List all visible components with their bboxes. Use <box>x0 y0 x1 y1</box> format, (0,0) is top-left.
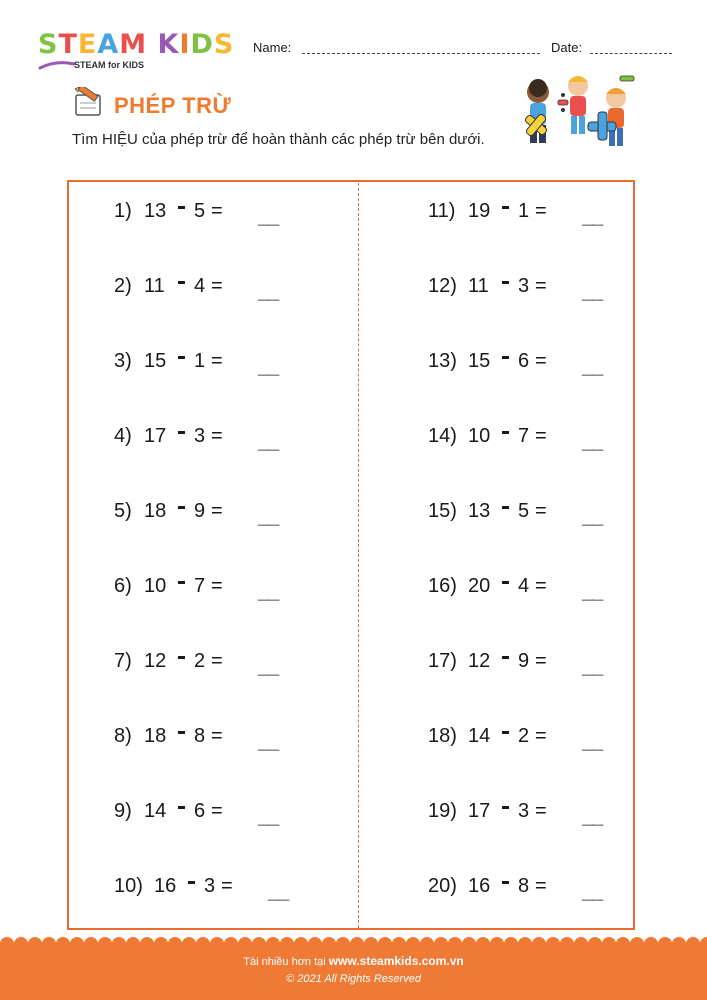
equals-sign: = <box>535 575 547 597</box>
minuend: 13 <box>144 200 167 222</box>
minuend: 17 <box>468 800 491 822</box>
answer-blank[interactable]: __ <box>258 581 279 603</box>
problem-number: 18) <box>428 725 457 747</box>
answer-blank[interactable]: __ <box>582 431 603 453</box>
minuend: 15 <box>468 350 491 372</box>
minus-sign <box>188 881 195 884</box>
problem-number: 20) <box>428 875 457 897</box>
problem-number: 16) <box>428 575 457 597</box>
answer-blank[interactable]: __ <box>258 281 279 303</box>
footer-copyright: © 2021 All Rights Reserved <box>286 973 421 985</box>
problem-number: 17) <box>428 650 457 672</box>
instruction-text: Tìm HIỆU của phép trừ để hoàn thành các phép trừ bên dưới. <box>72 131 485 148</box>
logo-wordmark <box>38 30 234 60</box>
equals-sign: = <box>221 875 233 897</box>
logo-letter: A <box>97 29 120 60</box>
equals-sign: = <box>535 500 547 522</box>
answer-blank[interactable]: __ <box>258 731 279 753</box>
problem-number: 10) <box>114 875 143 897</box>
minuend: 10 <box>144 575 167 597</box>
minuend: 12 <box>144 650 167 672</box>
logo-letter: S <box>213 29 235 60</box>
answer-blank[interactable]: __ <box>582 881 603 903</box>
logo-letter: D <box>190 29 214 60</box>
minus-sign <box>502 356 509 359</box>
equals-sign: = <box>535 800 547 822</box>
problem-number: 7) <box>114 650 132 672</box>
minus-sign <box>502 881 509 884</box>
equals-sign: = <box>211 800 223 822</box>
logo-letter: K <box>157 29 180 60</box>
minuend: 12 <box>468 650 491 672</box>
problem-number: 1) <box>114 200 132 222</box>
minuend: 18 <box>144 725 167 747</box>
logo-letter: T <box>58 29 78 60</box>
subtrahend: 1 <box>194 350 206 372</box>
subtrahend: 4 <box>518 575 530 597</box>
subtrahend: 2 <box>518 725 530 747</box>
subtrahend: 8 <box>518 875 530 897</box>
minus-sign <box>502 206 509 209</box>
minus-sign <box>178 656 185 659</box>
minuend: 19 <box>468 200 491 222</box>
subtrahend: 5 <box>194 200 206 222</box>
equals-sign: = <box>535 350 547 372</box>
minus-sign <box>502 506 509 509</box>
answer-blank[interactable]: __ <box>258 806 279 828</box>
footer-website-line <box>0 954 707 968</box>
steam-kids-logo <box>38 30 238 74</box>
minus-sign <box>178 731 185 734</box>
name-input-line[interactable] <box>302 53 540 54</box>
minuend: 13 <box>468 500 491 522</box>
equals-sign: = <box>211 725 223 747</box>
minuend: 10 <box>468 425 491 447</box>
problem-number: 15) <box>428 500 457 522</box>
answer-blank[interactable]: __ <box>582 281 603 303</box>
problem-number: 6) <box>114 575 132 597</box>
subtrahend: 1 <box>518 200 530 222</box>
problem-number: 4) <box>114 425 132 447</box>
minus-sign <box>502 431 509 434</box>
minuend: 15 <box>144 350 167 372</box>
problem-number: 3) <box>114 350 132 372</box>
problem-number: 13) <box>428 350 457 372</box>
logo-letter: S <box>38 29 59 60</box>
minus-sign <box>178 206 185 209</box>
date-input-line[interactable] <box>590 53 672 54</box>
subtrahend: 2 <box>194 650 206 672</box>
date-label: Date: <box>551 40 583 55</box>
page-title: PHÉP TRỪ <box>114 93 232 118</box>
subtrahend: 9 <box>194 500 206 522</box>
logo-subtitle: STEAM for KIDS <box>74 60 145 70</box>
footer-bar <box>0 942 707 1000</box>
subtrahend: 5 <box>518 500 530 522</box>
problem-number: 11) <box>428 200 456 222</box>
minus-sign <box>178 356 185 359</box>
equals-sign: = <box>211 500 223 522</box>
name-label: Name: <box>253 40 292 55</box>
equals-sign: = <box>535 425 547 447</box>
minus-sign <box>178 431 185 434</box>
minus-sign <box>502 656 509 659</box>
answer-blank[interactable]: __ <box>258 431 279 453</box>
subtrahend: 4 <box>194 275 206 297</box>
subtrahend: 8 <box>194 725 206 747</box>
answer-blank[interactable]: __ <box>582 506 603 528</box>
equals-sign: = <box>535 725 547 747</box>
logo-letter <box>147 30 157 60</box>
equals-sign: = <box>535 650 547 672</box>
problem-number: 8) <box>114 725 132 747</box>
minus-sign <box>178 581 185 584</box>
answer-blank[interactable]: __ <box>258 656 279 678</box>
minuend: 11 <box>468 275 489 297</box>
answer-blank[interactable]: __ <box>582 731 603 753</box>
problem-number: 12) <box>428 275 457 297</box>
answer-blank[interactable]: __ <box>582 356 603 378</box>
equals-sign: = <box>535 275 547 297</box>
minuend: 18 <box>144 500 167 522</box>
minus-sign <box>502 731 509 734</box>
subtrahend: 3 <box>518 275 530 297</box>
column-divider <box>358 183 359 928</box>
equals-sign: = <box>211 650 223 672</box>
problem-number: 19) <box>428 800 457 822</box>
minuend: 16 <box>154 875 177 897</box>
problem-number: 2) <box>114 275 132 297</box>
equals-sign: = <box>211 275 223 297</box>
subtrahend: 3 <box>518 800 530 822</box>
answer-blank[interactable]: __ <box>258 206 279 228</box>
logo-letter: E <box>77 29 98 60</box>
footer-website-link[interactable]: www.steamkids.com.vn <box>328 954 464 968</box>
answer-blank[interactable]: __ <box>258 356 279 378</box>
equals-sign: = <box>211 350 223 372</box>
equals-sign: = <box>211 425 223 447</box>
logo-letter: I <box>179 29 191 60</box>
subtrahend: 3 <box>194 425 206 447</box>
answer-blank[interactable]: __ <box>582 656 603 678</box>
minuend: 11 <box>144 275 165 297</box>
minus-sign <box>178 281 185 284</box>
logo-swoosh-icon <box>38 58 78 72</box>
minuend: 20 <box>468 575 491 597</box>
minus-sign <box>502 806 509 809</box>
minus-sign <box>502 581 509 584</box>
subtrahend: 6 <box>194 800 206 822</box>
answer-blank[interactable]: __ <box>582 806 603 828</box>
problem-number: 14) <box>428 425 457 447</box>
minuend: 17 <box>144 425 167 447</box>
equals-sign: = <box>535 200 547 222</box>
problem-number: 9) <box>114 800 132 822</box>
equals-sign: = <box>211 575 223 597</box>
answer-blank[interactable]: __ <box>258 506 279 528</box>
footer-prefix: Tài nhiều hơn tại <box>243 956 326 968</box>
equals-sign: = <box>535 875 547 897</box>
problem-number: 5) <box>114 500 132 522</box>
subtrahend: 7 <box>518 425 530 447</box>
minus-sign <box>178 506 185 509</box>
minuend: 14 <box>468 725 491 747</box>
subtrahend: 3 <box>204 875 216 897</box>
minuend: 16 <box>468 875 491 897</box>
answer-blank[interactable]: __ <box>268 881 289 903</box>
minus-sign <box>502 281 509 284</box>
pencil-paper-icon <box>72 87 106 119</box>
equals-sign: = <box>211 200 223 222</box>
minuend: 14 <box>144 800 167 822</box>
logo-letter: M <box>119 29 148 60</box>
subtrahend: 6 <box>518 350 530 372</box>
kids-math-illustration-icon <box>518 70 640 155</box>
subtrahend: 9 <box>518 650 530 672</box>
answer-blank[interactable]: __ <box>582 206 603 228</box>
answer-blank[interactable]: __ <box>582 581 603 603</box>
subtrahend: 7 <box>194 575 206 597</box>
minus-sign <box>178 806 185 809</box>
